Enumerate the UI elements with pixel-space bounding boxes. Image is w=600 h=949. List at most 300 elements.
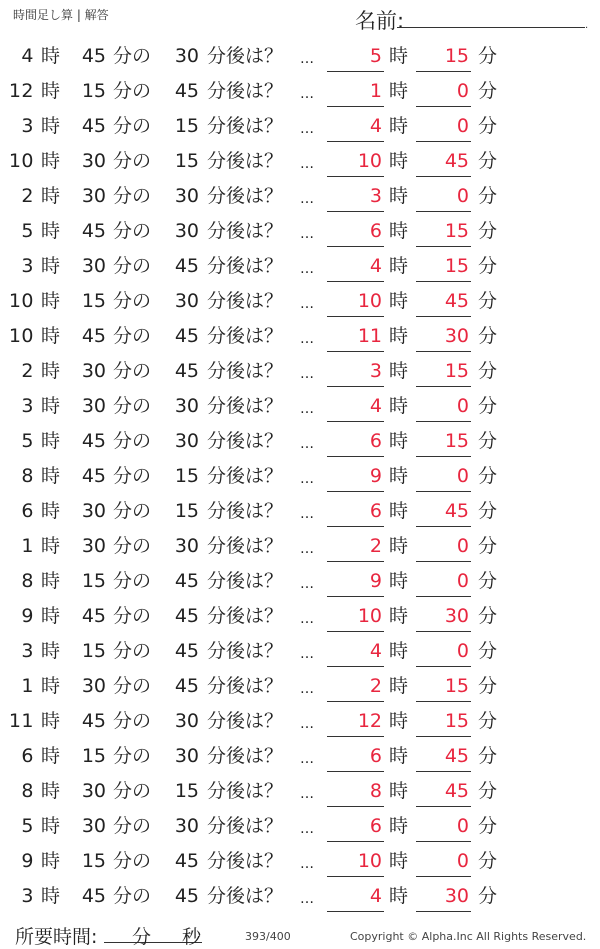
answer-hour-line[interactable] (327, 491, 384, 492)
added-minutes: 15 (174, 500, 199, 522)
answer-minute-line[interactable] (416, 246, 471, 247)
problem-row (0, 810, 600, 845)
answer-minute-line[interactable] (416, 666, 471, 667)
answer-hour: 6 (369, 430, 382, 452)
ellipsis: … (300, 51, 314, 67)
added-minutes: 45 (174, 325, 199, 347)
answer-hour-unit: 時 (389, 325, 409, 347)
minute-of-label: 分の (113, 780, 152, 802)
ellipsis: … (300, 121, 314, 137)
answer-hour-unit: 時 (389, 710, 409, 732)
minutes-later-label: 分後は？ (207, 885, 284, 907)
question-minute: 30 (81, 675, 106, 697)
question-hour: 3 (21, 885, 34, 907)
answer-minute-line[interactable] (416, 71, 471, 72)
answer-hour-line[interactable] (327, 281, 384, 282)
ellipsis: … (300, 576, 314, 592)
answer-hour-unit: 時 (389, 395, 409, 417)
answer-hour-line[interactable] (327, 211, 384, 212)
question-minute: 15 (81, 290, 106, 312)
answer-minute-line[interactable] (416, 911, 471, 912)
answer-minute-unit: 分 (478, 430, 498, 452)
problem-row (0, 600, 600, 635)
minute-of-label: 分の (113, 80, 152, 102)
answer-minute-line[interactable] (416, 561, 471, 562)
answer-hour-line[interactable] (327, 736, 384, 737)
ellipsis: … (300, 86, 314, 102)
answer-minute: 0 (456, 535, 469, 557)
minute-of-label: 分の (113, 675, 152, 697)
answer-minute-line[interactable] (416, 281, 471, 282)
answer-minute-line[interactable] (416, 316, 471, 317)
problem-row (0, 565, 600, 600)
minutes-later-label: 分後は？ (207, 220, 284, 242)
minutes-later-label: 分後は？ (207, 710, 284, 732)
answer-hour: 8 (369, 780, 382, 802)
ellipsis: … (300, 401, 314, 417)
minute-of-label: 分の (113, 535, 152, 557)
answer-minute: 45 (444, 150, 469, 172)
answer-hour: 3 (369, 185, 382, 207)
question-minute: 15 (81, 640, 106, 662)
question-minute: 45 (81, 885, 106, 907)
hour-unit: 時 (41, 465, 61, 487)
minutes-later-label: 分後は？ (207, 115, 284, 137)
hour-unit: 時 (41, 535, 61, 557)
hour-unit: 時 (41, 780, 61, 802)
answer-minute-line[interactable] (416, 456, 471, 457)
question-hour: 3 (21, 640, 34, 662)
added-minutes: 30 (174, 745, 199, 767)
ellipsis: … (300, 331, 314, 347)
question-minute: 30 (81, 815, 106, 837)
minute-of-label: 分の (113, 325, 152, 347)
answer-minute-unit: 分 (478, 255, 498, 277)
answer-minute-unit: 分 (478, 360, 498, 382)
answer-minute-line[interactable] (416, 771, 471, 772)
answer-minute: 15 (444, 255, 469, 277)
minutes-later-label: 分後は？ (207, 745, 284, 767)
answer-hour-unit: 時 (389, 360, 409, 382)
question-minute: 45 (81, 220, 106, 242)
added-minutes: 30 (174, 815, 199, 837)
answer-minute-unit: 分 (478, 465, 498, 487)
answer-hour: 10 (357, 850, 382, 872)
answer-minute-line[interactable] (416, 141, 471, 142)
question-hour: 12 (8, 80, 34, 102)
ellipsis: … (300, 716, 314, 732)
question-minute: 15 (81, 80, 106, 102)
question-hour: 1 (21, 675, 34, 697)
answer-hour-unit: 時 (389, 115, 409, 137)
question-hour: 3 (21, 395, 34, 417)
answer-minute-line[interactable] (416, 841, 471, 842)
answer-minute-unit: 分 (478, 710, 498, 732)
problem-row (0, 285, 600, 320)
ellipsis: … (300, 856, 314, 872)
problem-row (0, 75, 600, 110)
hour-unit: 時 (41, 430, 61, 452)
ellipsis: … (300, 891, 314, 907)
question-hour: 5 (21, 815, 34, 837)
problem-row (0, 320, 600, 355)
added-minutes: 30 (174, 395, 199, 417)
answer-hour-line[interactable] (327, 806, 384, 807)
question-hour: 5 (21, 430, 34, 452)
question-hour: 8 (21, 780, 34, 802)
ellipsis: … (300, 611, 314, 627)
minute-of-label: 分の (113, 185, 152, 207)
minute-of-label: 分の (113, 500, 152, 522)
question-hour: 4 (21, 45, 34, 67)
problem-row (0, 250, 600, 285)
answer-hour-unit: 時 (389, 185, 409, 207)
name-field-line[interactable] (397, 27, 585, 28)
added-minutes: 30 (174, 185, 199, 207)
problem-row (0, 145, 600, 180)
question-hour: 5 (21, 220, 34, 242)
minutes-later-label: 分後は？ (207, 255, 284, 277)
answer-hour: 10 (357, 605, 382, 627)
minute-of-label: 分の (113, 850, 152, 872)
question-hour: 9 (21, 605, 34, 627)
question-hour: 8 (21, 465, 34, 487)
answer-minute: 0 (456, 115, 469, 137)
answer-hour-line[interactable] (327, 701, 384, 702)
added-minutes: 30 (174, 220, 199, 242)
answer-hour-unit: 時 (389, 885, 409, 907)
answer-hour-line[interactable] (327, 176, 384, 177)
answer-minute-unit: 分 (478, 850, 498, 872)
answer-hour: 10 (357, 290, 382, 312)
hour-unit: 時 (41, 745, 61, 767)
answer-hour: 4 (369, 640, 382, 662)
question-minute: 45 (81, 325, 106, 347)
minute-of-label: 分の (113, 430, 152, 452)
answer-minute-line[interactable] (416, 176, 471, 177)
answer-minute-unit: 分 (478, 570, 498, 592)
hour-unit: 時 (41, 850, 61, 872)
answer-minute-unit: 分 (478, 395, 498, 417)
answer-hour-line[interactable] (327, 351, 384, 352)
problem-row (0, 390, 600, 425)
answer-minute-unit: 分 (478, 80, 498, 102)
answer-hour-line[interactable] (327, 106, 384, 107)
answer-minute: 15 (444, 710, 469, 732)
ellipsis: … (300, 751, 314, 767)
answer-hour-line[interactable] (327, 456, 384, 457)
answer-minute: 0 (456, 850, 469, 872)
question-hour: 10 (8, 290, 34, 312)
minutes-later-label: 分後は？ (207, 815, 284, 837)
answer-hour-line[interactable] (327, 771, 384, 772)
answer-minute-line[interactable] (416, 526, 471, 527)
answer-hour-line[interactable] (327, 246, 384, 247)
ellipsis: … (300, 366, 314, 382)
problem-row (0, 530, 600, 565)
question-minute: 30 (81, 500, 106, 522)
answer-hour-unit: 時 (389, 290, 409, 312)
added-minutes: 45 (174, 675, 199, 697)
answer-minute-line[interactable] (416, 211, 471, 212)
answer-hour-line[interactable] (327, 71, 384, 72)
added-minutes: 30 (174, 430, 199, 452)
question-minute: 30 (81, 150, 106, 172)
minute-of-label: 分の (113, 45, 152, 67)
answer-hour-unit: 時 (389, 255, 409, 277)
minute-of-label: 分の (113, 640, 152, 662)
hour-unit: 時 (41, 220, 61, 242)
answer-minute-line[interactable] (416, 596, 471, 597)
question-minute: 15 (81, 570, 106, 592)
minute-of-label: 分の (113, 115, 152, 137)
answer-minute: 15 (444, 45, 469, 67)
answer-minute-line[interactable] (416, 386, 471, 387)
answer-hour: 9 (369, 570, 382, 592)
hour-unit: 時 (41, 360, 61, 382)
question-minute: 45 (81, 710, 106, 732)
problem-row (0, 460, 600, 495)
answer-hour-line[interactable] (327, 141, 384, 142)
added-minutes: 15 (174, 465, 199, 487)
answer-hour-line[interactable] (327, 631, 384, 632)
answer-minute-unit: 分 (478, 675, 498, 697)
answer-minute-line[interactable] (416, 631, 471, 632)
answer-hour: 6 (369, 220, 382, 242)
sheet-title: 時間足し算 | 解答 (13, 8, 109, 22)
question-minute: 30 (81, 780, 106, 802)
answer-hour-line[interactable] (327, 666, 384, 667)
ellipsis: … (300, 436, 314, 452)
added-minutes: 45 (174, 255, 199, 277)
answer-hour-line[interactable] (327, 841, 384, 842)
answer-hour: 10 (357, 150, 382, 172)
hour-unit: 時 (41, 115, 61, 137)
answer-hour-unit: 時 (389, 80, 409, 102)
question-minute: 45 (81, 465, 106, 487)
minute-of-label: 分の (113, 815, 152, 837)
problem-row (0, 495, 600, 530)
ellipsis: … (300, 786, 314, 802)
ellipsis: … (300, 646, 314, 662)
answer-minute-unit: 分 (478, 185, 498, 207)
hour-unit: 時 (41, 325, 61, 347)
answer-hour: 1 (369, 80, 382, 102)
added-minutes: 15 (174, 780, 199, 802)
copyright: Copyright © Alpha.Inc All Rights Reserved. (350, 930, 587, 943)
hour-unit: 時 (41, 80, 61, 102)
problem-row (0, 355, 600, 390)
question-minute: 15 (81, 745, 106, 767)
answer-minute: 30 (444, 325, 469, 347)
name-dot: . (585, 20, 589, 31)
minutes-later-label: 分後は？ (207, 500, 284, 522)
answer-minute-line[interactable] (416, 351, 471, 352)
answer-hour-line[interactable] (327, 561, 384, 562)
hour-unit: 時 (41, 290, 61, 312)
answer-minute-unit: 分 (478, 780, 498, 802)
problem-row (0, 110, 600, 145)
minute-of-label: 分の (113, 220, 152, 242)
minutes-unit: 分 (132, 926, 152, 948)
answer-minute-line[interactable] (416, 701, 471, 702)
minutes-later-label: 分後は？ (207, 640, 284, 662)
hour-unit: 時 (41, 185, 61, 207)
answer-hour: 9 (369, 465, 382, 487)
answer-minute: 0 (456, 80, 469, 102)
added-minutes: 15 (174, 115, 199, 137)
minute-of-label: 分の (113, 255, 152, 277)
ellipsis: … (300, 261, 314, 277)
answer-minute: 45 (444, 745, 469, 767)
question-hour: 10 (8, 325, 34, 347)
answer-minute-unit: 分 (478, 535, 498, 557)
answer-hour-line[interactable] (327, 526, 384, 527)
question-hour: 2 (21, 360, 34, 382)
seconds-unit: 秒 (182, 926, 202, 948)
added-minutes: 30 (174, 45, 199, 67)
answer-hour-line[interactable] (327, 316, 384, 317)
answer-hour: 4 (369, 255, 382, 277)
question-minute: 45 (81, 115, 106, 137)
answer-hour-line[interactable] (327, 911, 384, 912)
question-minute: 45 (81, 430, 106, 452)
minutes-later-label: 分後は？ (207, 150, 284, 172)
problem-row (0, 40, 600, 75)
answer-minute: 45 (444, 290, 469, 312)
name-label: 名前: (355, 9, 405, 33)
answer-hour: 4 (369, 395, 382, 417)
added-minutes: 30 (174, 290, 199, 312)
question-hour: 2 (21, 185, 34, 207)
minutes-later-label: 分後は？ (207, 80, 284, 102)
answer-minute-line[interactable] (416, 876, 471, 877)
problem-row (0, 740, 600, 775)
answer-hour: 3 (369, 360, 382, 382)
added-minutes: 15 (174, 150, 199, 172)
minute-of-label: 分の (113, 465, 152, 487)
ellipsis: … (300, 506, 314, 522)
answer-minute-line[interactable] (416, 421, 471, 422)
minutes-later-label: 分後は？ (207, 465, 284, 487)
answer-minute-unit: 分 (478, 640, 498, 662)
minutes-later-label: 分後は？ (207, 185, 284, 207)
added-minutes: 45 (174, 80, 199, 102)
minutes-later-label: 分後は？ (207, 430, 284, 452)
answer-minute-line[interactable] (416, 106, 471, 107)
question-minute: 30 (81, 360, 106, 382)
answer-minute: 45 (444, 780, 469, 802)
answer-hour-unit: 時 (389, 500, 409, 522)
problem-row (0, 670, 600, 705)
question-minute: 15 (81, 850, 106, 872)
answer-hour-unit: 時 (389, 780, 409, 802)
question-minute: 30 (81, 395, 106, 417)
hour-unit: 時 (41, 815, 61, 837)
answer-hour-line[interactable] (327, 386, 384, 387)
question-minute: 30 (81, 185, 106, 207)
page-number: 393/400 (245, 930, 291, 943)
problem-row (0, 635, 600, 670)
hour-unit: 時 (41, 395, 61, 417)
hour-unit: 時 (41, 640, 61, 662)
answer-hour-unit: 時 (389, 745, 409, 767)
answer-minute: 30 (444, 885, 469, 907)
answer-hour: 12 (357, 710, 382, 732)
question-minute: 45 (81, 45, 106, 67)
answer-minute: 0 (456, 815, 469, 837)
question-hour: 6 (21, 745, 34, 767)
answer-hour-unit: 時 (389, 465, 409, 487)
minute-of-label: 分の (113, 745, 152, 767)
problem-row (0, 215, 600, 250)
minutes-later-label: 分後は？ (207, 290, 284, 312)
answer-minute-unit: 分 (478, 500, 498, 522)
added-minutes: 45 (174, 640, 199, 662)
problem-row (0, 775, 600, 810)
answer-hour-unit: 時 (389, 150, 409, 172)
ellipsis: … (300, 471, 314, 487)
answer-minute: 0 (456, 640, 469, 662)
answer-hour-unit: 時 (389, 45, 409, 67)
ellipsis: … (300, 681, 314, 697)
problem-row (0, 880, 600, 915)
minutes-later-label: 分後は？ (207, 360, 284, 382)
added-minutes: 30 (174, 535, 199, 557)
answer-hour-unit: 時 (389, 535, 409, 557)
hour-unit: 時 (41, 605, 61, 627)
hour-unit: 時 (41, 150, 61, 172)
hour-unit: 時 (41, 710, 61, 732)
minute-of-label: 分の (113, 605, 152, 627)
minute-of-label: 分の (113, 570, 152, 592)
problem-row (0, 845, 600, 880)
answer-hour: 5 (369, 45, 382, 67)
answer-hour-line[interactable] (327, 596, 384, 597)
answer-hour: 4 (369, 115, 382, 137)
answer-minute-line[interactable] (416, 736, 471, 737)
answer-minute-unit: 分 (478, 150, 498, 172)
answer-minute-unit: 分 (478, 815, 498, 837)
answer-hour: 6 (369, 815, 382, 837)
answer-hour-line[interactable] (327, 421, 384, 422)
answer-minute-line[interactable] (416, 806, 471, 807)
answer-minute-unit: 分 (478, 220, 498, 242)
answer-minute: 15 (444, 220, 469, 242)
minutes-later-label: 分後は？ (207, 850, 284, 872)
answer-minute: 0 (456, 570, 469, 592)
answer-hour-unit: 時 (389, 220, 409, 242)
added-minutes: 45 (174, 885, 199, 907)
minute-of-label: 分の (113, 150, 152, 172)
minutes-later-label: 分後は？ (207, 395, 284, 417)
answer-minute-unit: 分 (478, 325, 498, 347)
answer-hour-unit: 時 (389, 815, 409, 837)
problem-row (0, 180, 600, 215)
answer-hour: 2 (369, 675, 382, 697)
answer-minute-line[interactable] (416, 491, 471, 492)
hour-unit: 時 (41, 885, 61, 907)
ellipsis: … (300, 226, 314, 242)
minutes-later-label: 分後は？ (207, 570, 284, 592)
answer-hour: 6 (369, 745, 382, 767)
answer-hour: 6 (369, 500, 382, 522)
added-minutes: 45 (174, 570, 199, 592)
answer-minute: 30 (444, 605, 469, 627)
answer-hour: 11 (357, 325, 382, 347)
answer-hour-unit: 時 (389, 850, 409, 872)
answer-hour-line[interactable] (327, 876, 384, 877)
